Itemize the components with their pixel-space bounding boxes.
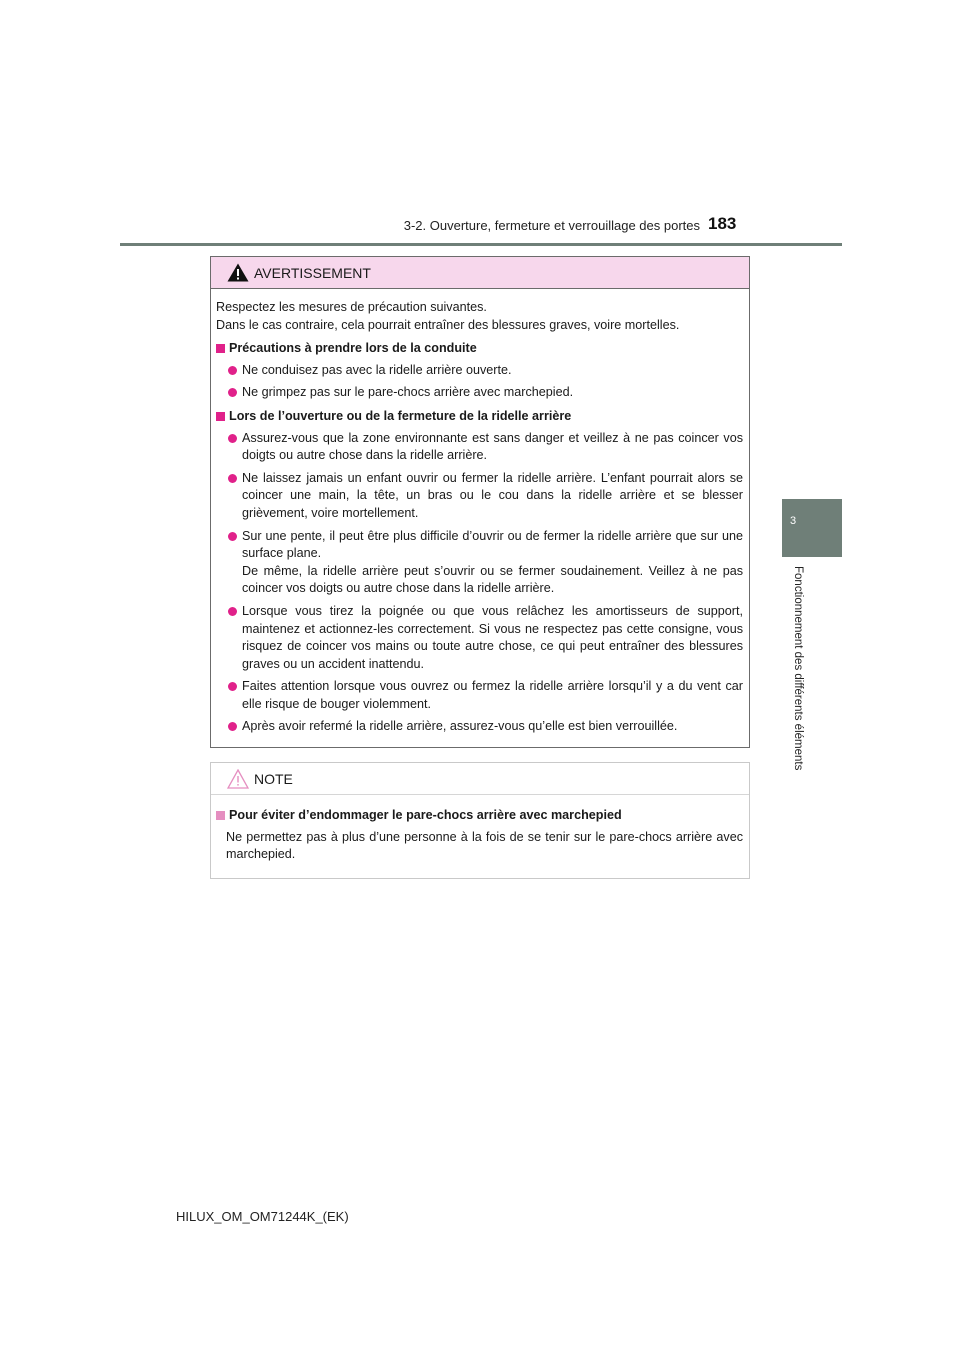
list-item-text: Assurez-vous que la zone environnante est sans danger et veillez à ne pas coincer vos doigts ou autre chose dans la ridelle arrière. xyxy=(242,430,743,463)
list-item-continuation xyxy=(216,563,743,598)
note-label: NOTE xyxy=(254,771,293,787)
list-item-text: Lorsque vous tirez la poignée ou que vous relâchez les amortisseurs de support, maintenez et actionnez-les correctement. Si vous ne respectez pas cette consigne, vous risquez de coincer vos mains ou toute autre chose, ce qui peut entraîner des blessures graves ou un accident inattendu. xyxy=(242,603,743,671)
heading-text: Lors de l’ouverture ou de la fermeture de la ridelle arrière xyxy=(229,408,572,423)
round-bullet-icon xyxy=(228,366,237,375)
warning-section-heading xyxy=(216,408,743,426)
round-bullet-icon xyxy=(228,474,237,483)
warning-intro-line: Respectez les mesures de précaution suivantes. xyxy=(216,300,487,314)
list-item xyxy=(216,430,743,465)
caution-outline-triangle-icon xyxy=(227,769,249,789)
note-text: Ne permettez pas à plus d’une personne à la fois de se tenir sur le pare-chocs arrière avec marchepied. xyxy=(226,829,743,862)
list-item-text: Ne laissez jamais un enfant ouvrir ou fermer la ridelle arrière. L’enfant pourrait alors se coincer une main, la tête, un bras ou le cou dans la ridelle arrière et se blesser grièvement, voire mortellement. xyxy=(242,470,743,520)
round-bullet-icon xyxy=(228,722,237,731)
warning-section-heading xyxy=(216,340,743,358)
note-body xyxy=(211,795,749,878)
list-item-text: Faites attention lorsque vous ouvrez ou fermez la ridelle arrière lorsqu’il y a du vent car elle risque de bouger violemment. xyxy=(242,679,743,711)
warning-box xyxy=(210,256,750,748)
list-item-text: Sur une pente, il peut être plus difficile d’ouvrir ou de fermer la ridelle arrière que sur une surface plane. xyxy=(242,528,743,561)
header-rule xyxy=(120,243,842,246)
warning-box-header xyxy=(211,257,749,289)
round-bullet-icon xyxy=(228,388,237,397)
square-bullet-icon xyxy=(216,344,225,353)
list-item xyxy=(216,678,743,713)
warning-triangle-icon xyxy=(227,263,249,282)
square-bullet-icon xyxy=(216,412,225,421)
list-item-text: De même, la ridelle arrière peut s’ouvrir ou se fermer soudainement. Veillez à ne pas coincer vos doigts ou autre chose dans la ridelle arrière. xyxy=(242,563,743,596)
square-bullet-icon xyxy=(216,811,225,820)
chapter-tab xyxy=(782,499,842,557)
header-section-title: 3-2. Ouverture, fermeture et verrouillage des portes xyxy=(403,218,700,233)
warning-body xyxy=(211,289,749,747)
chapter-number: 3 xyxy=(790,515,797,527)
page-number: 183 xyxy=(708,214,737,233)
list-item xyxy=(216,362,743,380)
heading-text: Pour éviter d’endommager le pare-chocs arrière avec marchepied xyxy=(229,808,622,822)
note-box-header xyxy=(211,763,749,795)
list-item xyxy=(216,470,743,523)
list-item-text: Ne conduisez pas avec la ridelle arrière ouverte. xyxy=(242,362,512,377)
footer-code: HILUX_OM_OM71244K_(EK) xyxy=(176,1209,349,1224)
chapter-title-vertical: Fonctionnement des différents éléments xyxy=(792,566,804,771)
round-bullet-icon xyxy=(228,532,237,541)
list-item xyxy=(216,528,743,563)
note-box xyxy=(210,762,750,879)
warning-label: AVERTISSEMENT xyxy=(254,265,371,281)
list-item xyxy=(216,603,743,673)
round-bullet-icon xyxy=(228,434,237,443)
list-item xyxy=(216,384,743,402)
note-heading xyxy=(216,807,743,825)
list-item xyxy=(216,718,743,736)
warning-intro-line: Dans le cas contraire, cela pourrait entraîner des blessures graves, voire mortelles. xyxy=(216,317,680,332)
round-bullet-icon xyxy=(228,607,237,616)
list-item-text: Après avoir refermé la ridelle arrière, assurez-vous qu’elle est bien verrouillée. xyxy=(242,719,678,734)
heading-text: Précautions à prendre lors de la conduite xyxy=(229,341,477,356)
round-bullet-icon xyxy=(228,682,237,691)
list-item-text: Ne grimpez pas sur le pare-chocs arrière avec marchepied. xyxy=(242,385,574,400)
